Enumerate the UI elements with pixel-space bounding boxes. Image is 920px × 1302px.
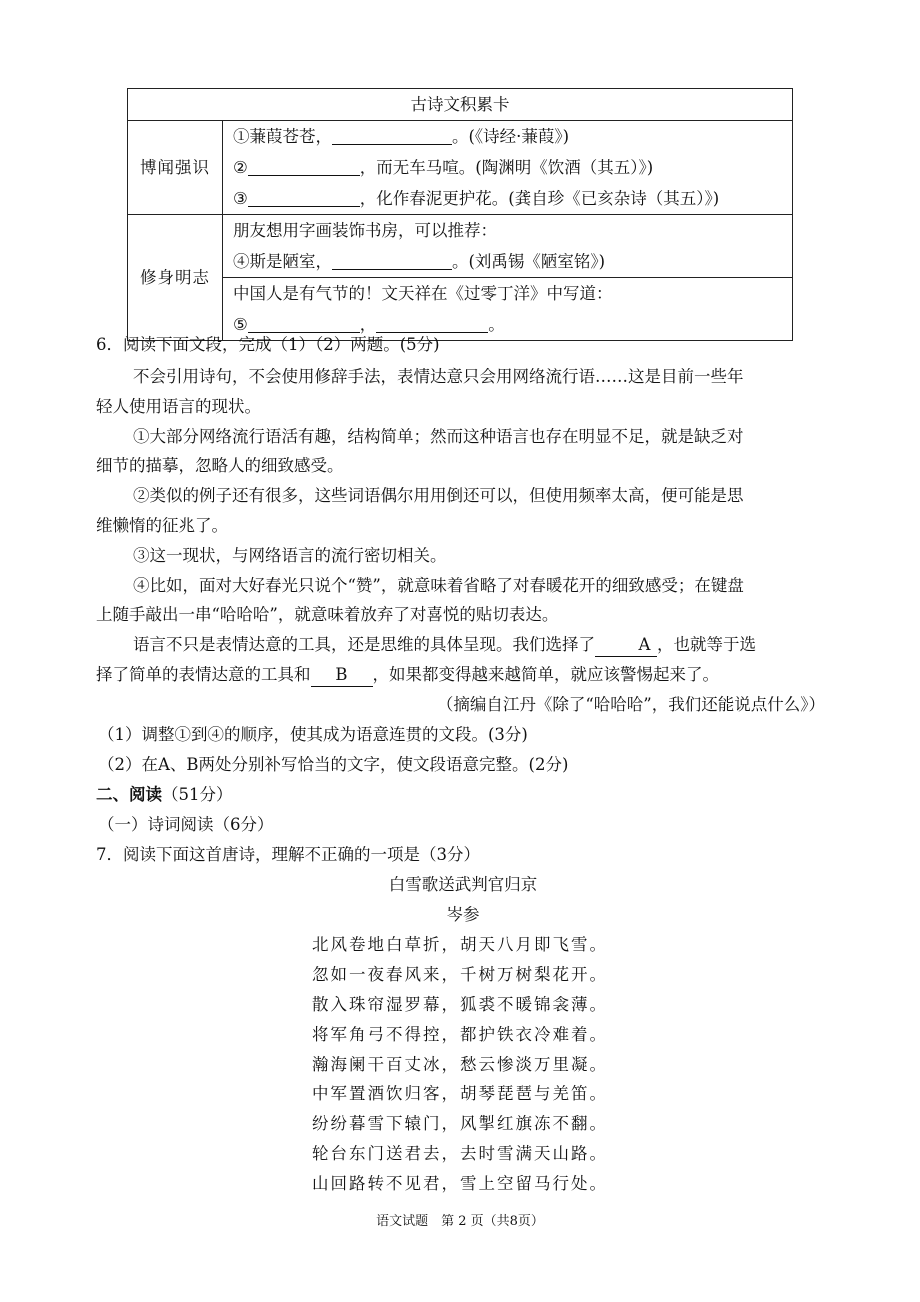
- blank-B[interactable]: B: [311, 664, 373, 687]
- q6-subquestion-2: （2）在A、B两处分别补写恰当的文字，使文段语意完整。(2分): [98, 755, 569, 774]
- row4-suffix: 。(刘禹锡《陋室铭》): [452, 252, 606, 271]
- row5-prefix: ⑤: [233, 315, 248, 334]
- section-2-score: （51分）: [162, 785, 233, 804]
- row2-prefix: ②: [233, 158, 248, 177]
- answer-blank-5a[interactable]: [248, 314, 360, 333]
- card-rows-group-2: [223, 215, 793, 278]
- card-row-5-intro: 中国人是有气节的！文天祥在《过零丁洋》中写道：: [233, 284, 613, 303]
- poem-title: 白雪歌送武判官归京: [388, 875, 538, 894]
- q6-para2-line2: [96, 664, 830, 687]
- row3-prefix: ③: [233, 189, 248, 208]
- card-title: 古诗文积累卡: [128, 89, 793, 121]
- q6-sentence2-line1: ②类似的例子还有很多，这些词语偶尔用用倒还可以，但使用频率太高，便可能是思: [133, 486, 744, 505]
- row5-comma: ，: [359, 315, 377, 334]
- section-2-title: 二、阅读: [96, 785, 162, 804]
- row4-prefix: ④斯是陋室，: [233, 252, 332, 271]
- section-2-heading: [96, 784, 830, 806]
- poem-line-2: 忽如一夜春风来，千树万树梨花开。: [312, 965, 608, 984]
- q6-para1-line1: 不会引用诗句，不会使用修辞手法，表情达意只会用网络流行语……这是目前一些年: [133, 367, 744, 386]
- row1-suffix: 。(《诗经·蒹葭》): [452, 127, 570, 146]
- card-row-4: [233, 246, 782, 277]
- para2-text-c: 择了简单的表情达意的工具和: [96, 665, 311, 684]
- poem-line-3: 散入珠帘湿罗幕，狐裘不暖锦衾薄。: [312, 995, 608, 1014]
- poem-line-6: 中军置酒饮归客，胡琴琵琶与羌笛。: [312, 1084, 608, 1103]
- blank-A[interactable]: A: [595, 634, 657, 657]
- poem-line-9: 山回路转不见君，雪上空留马行处。: [312, 1174, 608, 1193]
- poetry-accumulation-card: [127, 88, 793, 341]
- section-2-subheading: （一）诗词阅读（6分）: [98, 815, 274, 834]
- question-7-title: 7．阅读下面这首唐诗，理解不正确的一项是（3分）: [96, 845, 480, 864]
- card-row-4-intro: 朋友想用字画装饰书房，可以推荐：: [233, 221, 497, 240]
- card-row-3: [233, 183, 782, 214]
- row1-prefix: ①蒹葭苍苍，: [233, 127, 332, 146]
- poem-line-7: 纷纷暮雪下辕门，风掣红旗冻不翻。: [312, 1114, 608, 1133]
- poem-author: 岑参: [446, 905, 480, 924]
- answer-blank-1[interactable]: [332, 126, 452, 145]
- answer-blank-2[interactable]: [248, 157, 360, 176]
- q6-sentence1-line2: 细节的描摹，忽略人的细致感受。: [96, 456, 344, 475]
- q6-subquestion-1: （1）调整①到④的顺序，使其成为语意连贯的文段。(3分): [98, 725, 528, 744]
- answer-blank-3[interactable]: [248, 188, 360, 207]
- card-row-1: [233, 121, 782, 152]
- category-boxianqiangshi: 博闻强识: [128, 121, 223, 215]
- page-footer: 语文试题 第 2 页（共8页）: [376, 1214, 544, 1229]
- q6-sentence3: ③这一现状，与网络语言的流行密切相关。: [133, 546, 447, 565]
- answer-blank-5b[interactable]: [376, 314, 488, 333]
- poem-line-1: 北风卷地白草折，胡天八月即飞雪。: [312, 935, 608, 954]
- category-xiushenmingzhi: 修身明志: [128, 215, 223, 341]
- q6-sentence2-line2: 维懒惰的征兆了。: [96, 516, 228, 535]
- row2-suffix: ，而无车马喧。(陶渊明《饮酒（其五）》): [359, 158, 654, 177]
- card-rows-group-1: [223, 121, 793, 215]
- poem-line-8: 轮台东门送君去，去时雪满天山路。: [312, 1144, 608, 1163]
- q6-sentence1-line1: ①大部分网络流行语活有趣，结构简单；然而这种语言也存在明显不足，就是缺乏对: [133, 427, 744, 446]
- para2-text-a: 语言不只是表情达意的工具，还是思维的具体呈现。我们选择了: [133, 635, 595, 654]
- poem-line-5: 瀚海阑干百丈冰，愁云惨淡万里凝。: [312, 1055, 608, 1074]
- card-rows-group-3: [223, 278, 793, 341]
- q6-source: （摘编自江丹《除了“哈哈哈”，我们还能说点什么》）: [436, 695, 825, 714]
- row5-suffix: 。: [488, 315, 505, 334]
- para2-text-d: ，如果都变得越来越简单，就应该警惕起来了。: [372, 665, 719, 684]
- q6-para1-line2: 轻人使用语言的现状。: [96, 397, 261, 416]
- para2-text-b: ，也就等于选: [657, 635, 756, 654]
- question-6-title: 6．阅读下面文段，完成（1）（2）两题。(5分): [96, 335, 440, 354]
- q6-para2-line1: [96, 634, 830, 657]
- q6-sentence4-line1: ④比如，面对大好春光只说个“赞”，就意味着省略了对春暖花开的细致感受；在键盘: [133, 576, 744, 595]
- poem-line-4: 将军角弓不得控，都护铁衣冷难着。: [312, 1025, 608, 1044]
- answer-blank-4[interactable]: [332, 251, 452, 270]
- row3-suffix: ，化作春泥更护花。(龚自珍《已亥杂诗（其五）》): [359, 189, 720, 208]
- card-row-2: [233, 152, 782, 183]
- q6-sentence4-line2: 上随手敲出一串“哈哈哈”，就意味着放弃了对喜悦的贴切表达。: [96, 605, 559, 624]
